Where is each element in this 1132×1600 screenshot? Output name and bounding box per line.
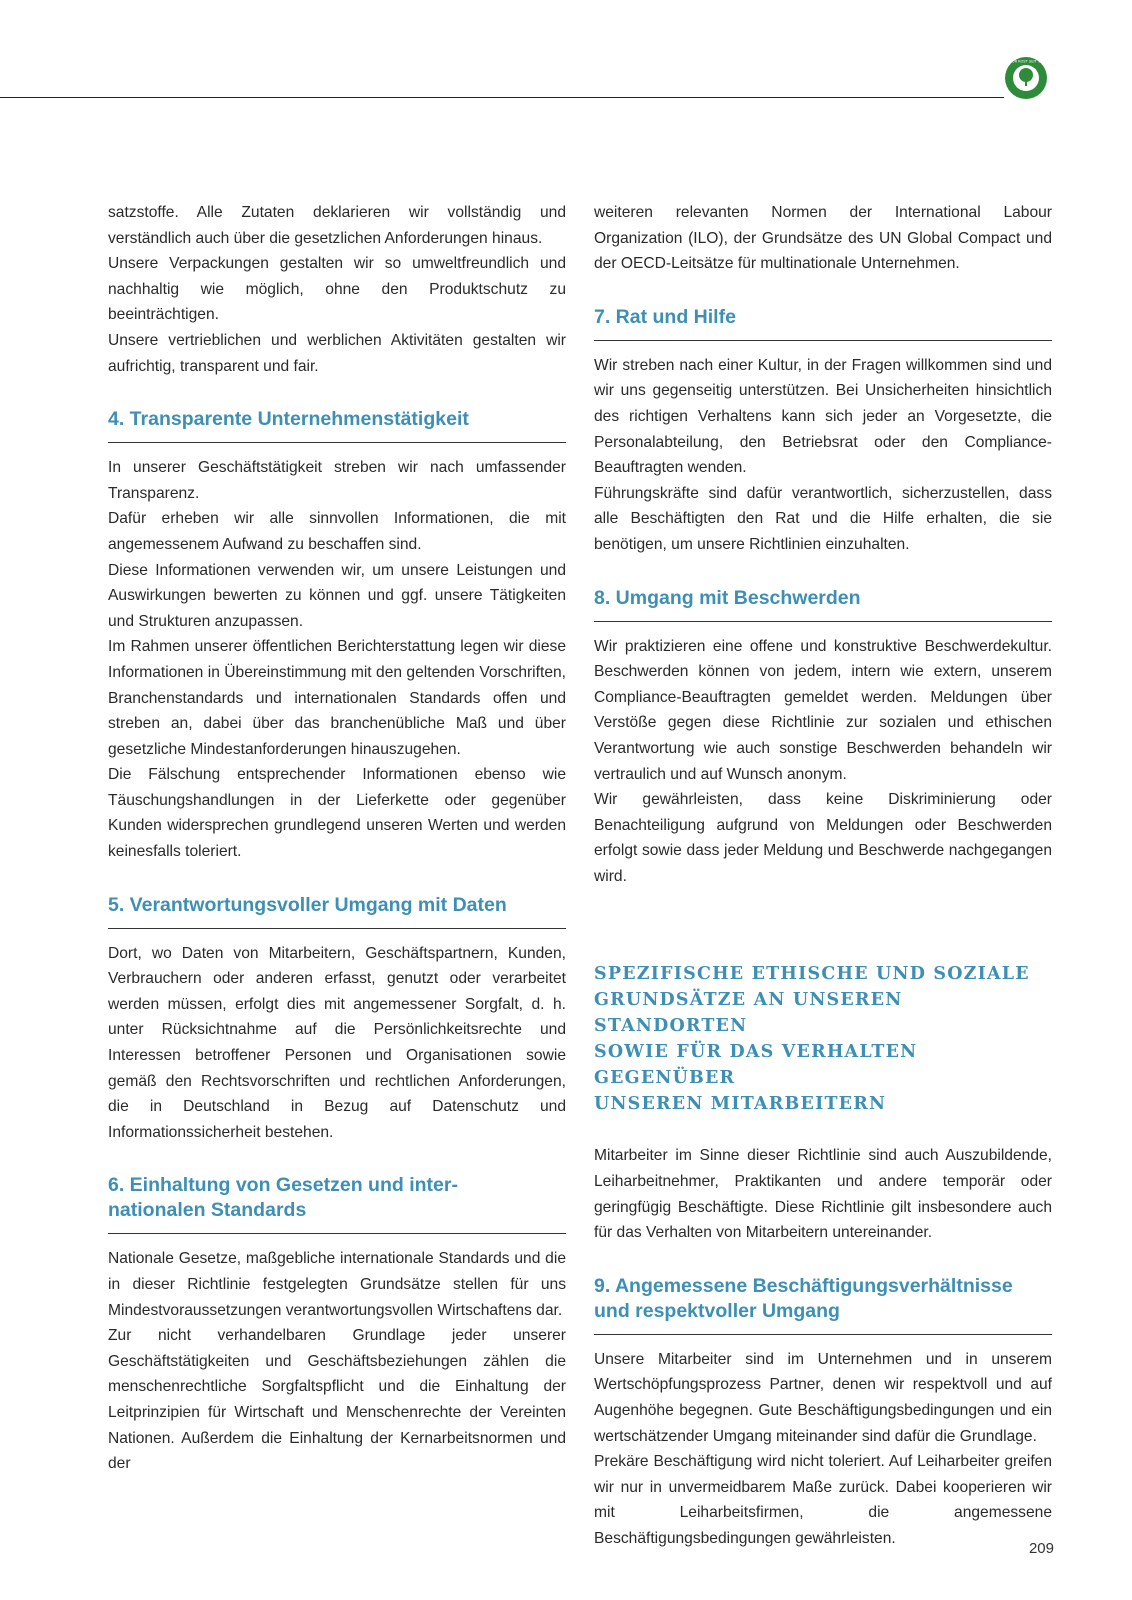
- chapter-heading: [594, 961, 1052, 1117]
- left-column: [108, 200, 566, 1477]
- heading-line: und respektvoller Umgang: [594, 1299, 840, 1322]
- paragraph: Wir streben nach einer Kultur, in der Fragen willkommen sind und wir uns gegenseitig unterstützen. Bei Unsicherheiten hinsichtlich des richtigen Verhaltens kann sich jeder an Vorgesetzte, die Personalabteilung, den Betriebsrat oder den Compliance-Beauftragten wenden.: [594, 356, 1052, 477]
- section-heading-8: 8. Umgang mit Beschwerden: [594, 586, 1052, 622]
- section-heading-9: [594, 1274, 1052, 1335]
- heading-line: GRUNDSÄTZE AN UNSEREN STANDORTEN: [594, 990, 903, 1037]
- right-column: [594, 200, 1052, 1552]
- paragraph: weiteren relevanten Normen der International Labour Organization (ILO), der Grundsätze des UN Global Compact und der OECD-Leitsätze für multinationale Unternehmen.: [594, 204, 1052, 273]
- heading-line: SOWIE FÜR DAS VERHALTEN GEGENÜBER: [594, 1042, 918, 1089]
- heading-line: SPEZIFISCHE ETHISCHE UND SOZIALE: [594, 964, 1030, 985]
- paragraph: Wir gewährleisten, dass keine Diskriminierung oder Benachteiligung aufgrund von Meldungen oder Beschwerden erfolgt sowie dass jeder Meldung und Beschwerde nachgegangen wird.: [594, 791, 1052, 885]
- heading-line: UNSEREN MITARBEITERN: [594, 1094, 887, 1115]
- header-rule: [0, 97, 1004, 98]
- paragraph: Dort, wo Daten von Mitarbeitern, Geschäftspartnern, Kunden, Verbrauchern oder anderen erfasst, genutzt oder verarbeitet werden müssen, erfolgt dies mit angemessener Sorgfalt, d. h. unter Rücksichtnahme auf die Persönlichkeitsrechte und Interessen betroffener Personen und Organisationen sowie gemäß den Rechtsvorschriften und rechtlichen Anforderungen, die in Deutschland in Bezug auf Datenschutz und Informationssicherheit bestehen.: [108, 944, 566, 1141]
- paragraph: Die Fälschung entsprechender Informationen ebenso wie Täuschungshandlungen in der Lieferkette oder gegenüber Kunden widersprechen grundlegend unseren Werten und werden keinesfalls toleriert.: [108, 766, 566, 861]
- section-heading-4: 4. Transparente Unternehmenstätigkeit: [108, 407, 566, 443]
- paragraph: Dafür erheben wir alle sinnvollen Informationen, die mit angemessenem Aufwand zu beschaffen sind.: [108, 510, 566, 553]
- section-heading-7: 7. Rat und Hilfe: [594, 305, 1052, 341]
- company-logo: [1004, 56, 1048, 100]
- section-heading-6: [108, 1173, 566, 1234]
- paragraph: Wir praktizieren eine offene und konstruktive Beschwerdekultur. Beschwerden können von jedem, intern wie extern, unserem Compliance-Beauftragten gemeldet werden. Meldungen über Verstöße gegen diese Richtlinie zur sozialen und ethischen Verantwortung wie auch sonstige Beschwerden behandeln wir vertraulich und auf Wunsch anonym.: [594, 637, 1052, 783]
- section-heading-5: 5. Verantwortungsvoller Umgang mit Daten: [108, 893, 566, 929]
- paragraph: Diese Informationen verwenden wir, um unsere Leistungen und Auswirkungen bewerten zu können und ggf. unsere Tätigkeiten und Strukturen anzupassen.: [108, 561, 566, 630]
- heading-line: nationalen Standards: [108, 1199, 307, 1222]
- paragraph: Nationale Gesetze, maßgebliche internationale Standards und die in dieser Richtlinie festgelegten Grundsätze stellen für uns Mindestvoraussetzungen verantwortungsvollen Wirtschaftens dar.: [108, 1250, 566, 1319]
- paragraph: Führungskräfte sind dafür verantwortlich, sicherzustellen, dass alle Beschäftigten den Rat und die Hilfe erhalten, die sie benötigen, um unsere Richtlinien einzuhalten.: [594, 484, 1052, 553]
- heading-line: 6. Einhaltung von Gesetzen und inter-: [108, 1174, 458, 1197]
- heading-line: 9. Angemessene Beschäftigungsverhältnisse: [594, 1274, 1013, 1297]
- paragraph: Prekäre Beschäftigung wird nicht toleriert. Auf Leiharbeiter greifen wir nur in unvermeidbarem Maße zurück. Dabei kooperieren wir mit Leiharbeitsfirmen, die angemessene Beschäftigungsbedingungen gewährleisten.: [594, 1453, 1052, 1547]
- paragraph: In unserer Geschäftstätigkeit streben wir nach umfassender Transparenz.: [108, 459, 566, 502]
- logo-text: NATUR KOST SEIT 1974: [1004, 59, 1048, 64]
- paragraph: Zur nicht verhandelbaren Grundlage jeder unserer Geschäftstätigkeiten und Geschäftsbeziehungen zählen die menschenrechtliche Sorgfaltspflicht und die Einhaltung der Leitprinzipien für Wirtschaft und Menschenrechte der Vereinten Nationen. Außerdem die Einhaltung der Kernarbeitsnormen und der: [108, 1327, 566, 1473]
- paragraph: Unsere Mitarbeiter sind im Unternehmen und in unserem Wertschöpfungsprozess Partner, denen wir respektvoll und auf Augenhöhe begegnen. Gute Beschäftigungsbedingungen und ein wertschätzender Umgang miteinander sind dafür die Grundlage.: [594, 1350, 1052, 1445]
- paragraph: Mitarbeiter im Sinne dieser Richtlinie sind auch Auszubildende, Leiharbeitnehmer, Praktikanten und andere temporär oder geringfügig Beschäftigte. Diese Richtlinie gilt insbesondere auch für das Verhalten von Mitarbeitern untereinander.: [594, 1147, 1052, 1242]
- paragraph: satzstoffe. Alle Zutaten deklarieren wir vollständig und verständlich auch über die gesetzlichen Anforderungen hinaus.: [108, 204, 566, 247]
- tree-icon: [1019, 68, 1033, 82]
- paragraph: Im Rahmen unserer öffentlichen Berichterstattung legen wir diese Informationen in Übereinstimmung mit den geltenden Vorschriften, Branchenstandards und internationalen Standards offen und streben an, dabei über das branchenübliche Maß und über gesetzliche Mindestanforderungen hinauszugehen.: [108, 638, 566, 758]
- paragraph: Unsere vertrieblichen und werblichen Aktivitäten gestalten wir aufrichtig, transparent und fair.: [108, 331, 566, 375]
- paragraph: Unsere Verpackungen gestalten wir so umweltfreundlich und nachhaltig wie möglich, ohne den Produktschutz zu beeinträchtigen.: [108, 255, 566, 324]
- page-number: 209: [1028, 1540, 1054, 1557]
